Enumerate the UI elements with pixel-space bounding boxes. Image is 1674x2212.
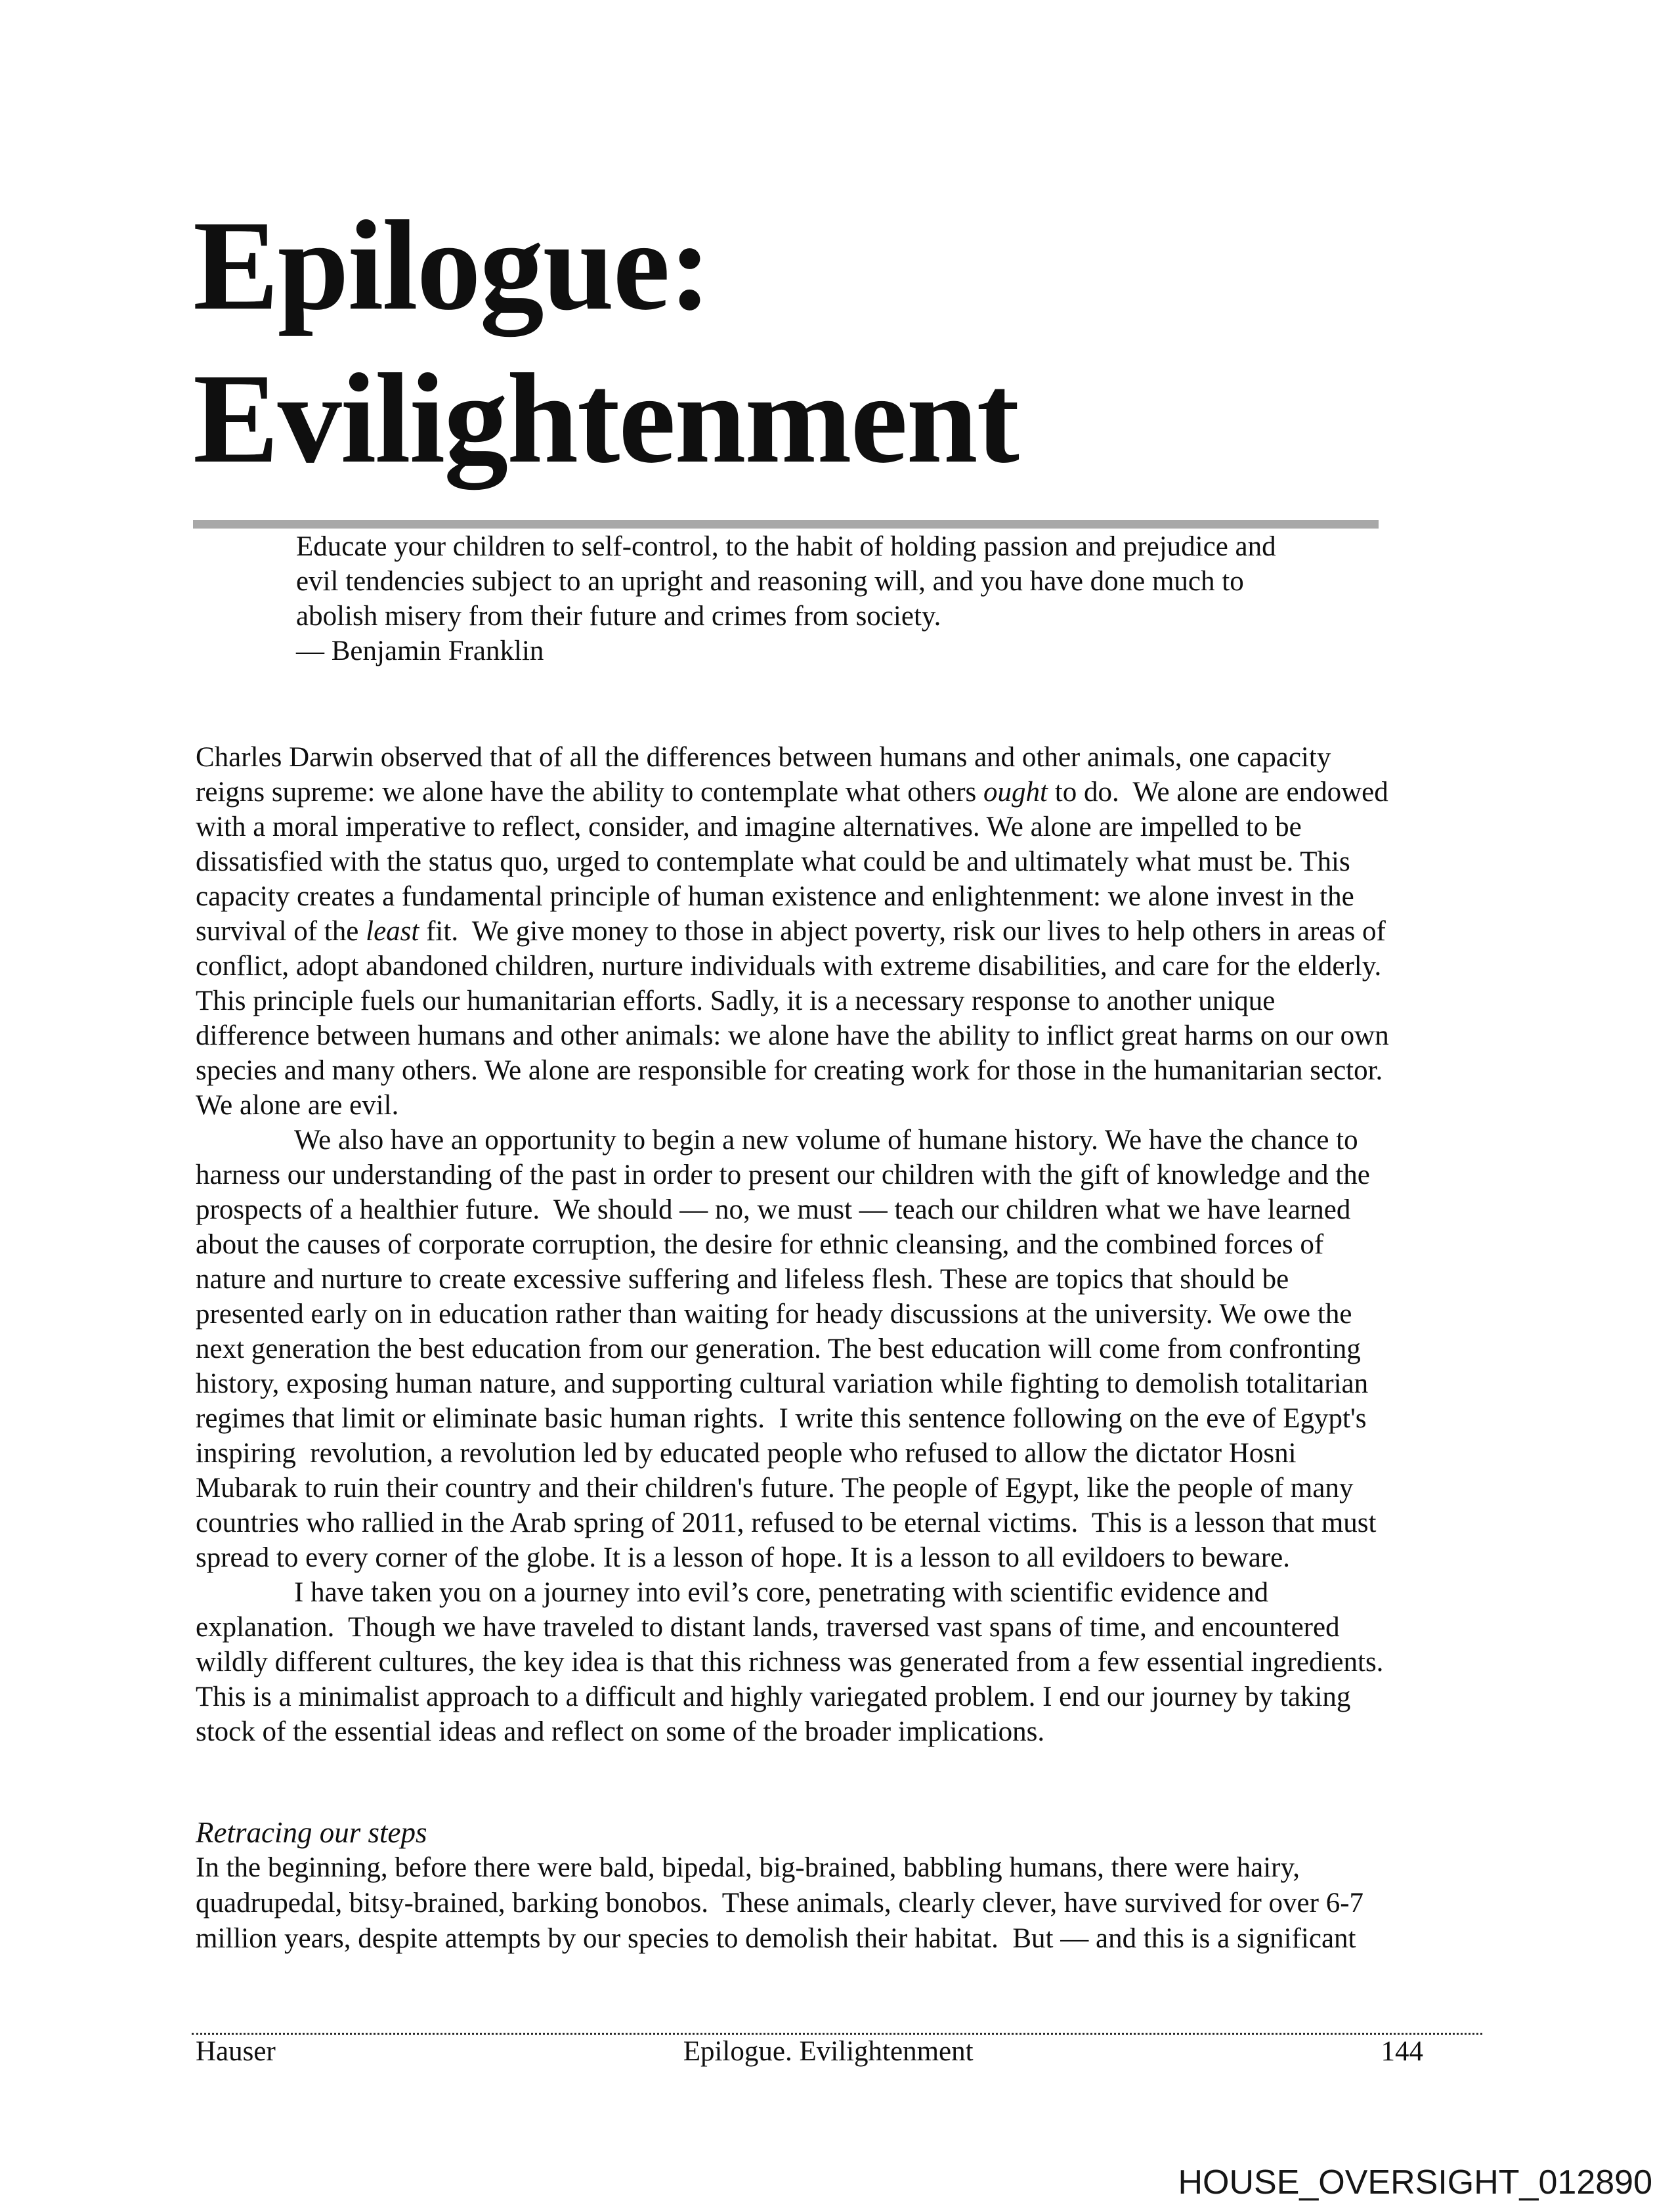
paragraph-2 bbox=[196, 1123, 1389, 1575]
paragraph-line: presented early on in education rather than waiting for heady discussions at the university. We owe the bbox=[196, 1299, 1352, 1330]
paragraph-1 bbox=[196, 740, 1389, 1123]
paragraph-line: In the beginning, before there were bald, bipedal, big-brained, babbling humans, there were hairy, bbox=[196, 1852, 1300, 1883]
paragraph-line: inspiring revolution, a revolution led by educated people who refused to allow the dictator Hosni bbox=[196, 1438, 1297, 1469]
paragraph-line: reigns supreme: we alone have the ability to contemplate what others ought to do. We alone are endowed bbox=[196, 777, 1388, 808]
paragraph-3 bbox=[196, 1575, 1389, 1749]
paragraph-line: survival of the least fit. We give money to those in abject poverty, risk our lives to help others in areas of bbox=[196, 916, 1386, 947]
paragraph-line: million years, despite attempts by our species to demolish their habitat. But — and this is a significant bbox=[196, 1923, 1356, 1954]
epigraph-line: Educate your children to self-control, to the habit of holding passion and prejudice and bbox=[296, 531, 1276, 562]
paragraph-line: next generation the best education from our generation. The best education will come from confronting bbox=[196, 1334, 1361, 1364]
chapter-title-line: Evilightenment bbox=[193, 347, 1018, 490]
footer-page-number: 144 bbox=[1381, 2036, 1423, 2067]
chapter-title bbox=[193, 189, 1018, 495]
paragraph-line: spread to every corner of the globe. It is a lesson of hope. It is a lesson to all evildoers to beware. bbox=[196, 1542, 1290, 1573]
subsection bbox=[196, 1815, 1363, 1957]
paragraph-line: This principle fuels our humanitarian efforts. Sadly, it is a necessary response to another unique bbox=[196, 986, 1276, 1016]
body-text bbox=[196, 740, 1389, 1749]
paragraph-line: countries who rallied in the Arab spring of 2011, refused to be eternal victims. This is a lesson that must bbox=[196, 1507, 1377, 1538]
paragraph-line: wildly different cultures, the key idea is that this richness was generated from a few essential ingredients. bbox=[196, 1647, 1384, 1678]
epigraph-line: evil tendencies subject to an upright and reasoning will, and you have done much to bbox=[296, 566, 1244, 597]
paragraph-line: stock of the essential ideas and reflect on some of the broader implications. bbox=[196, 1716, 1045, 1747]
page-footer bbox=[196, 2034, 1423, 2069]
paragraph-line: This is a minimalist approach to a difficult and highly variegated problem. I end our journey by taking bbox=[196, 1681, 1351, 1712]
paragraph-line: Charles Darwin observed that of all the differences between humans and other animals, one capacity bbox=[196, 742, 1331, 773]
subsection-heading: Retracing our steps bbox=[196, 1816, 427, 1849]
paragraph-line: We also have an opportunity to begin a new volume of humane history. We have the chance to bbox=[294, 1125, 1358, 1156]
footer-chapter-title: Epilogue. Evilightenment bbox=[683, 2036, 974, 2067]
paragraph-line: history, exposing human nature, and supporting cultural variation while fighting to demolish totalitarian bbox=[196, 1368, 1369, 1399]
paragraph-line: difference between humans and other animals: we alone have the ability to inflict great harms on our own bbox=[196, 1020, 1389, 1051]
emphasis-text: least bbox=[366, 916, 419, 947]
epigraph-quote bbox=[296, 529, 1276, 668]
paragraph-line: I have taken you on a journey into evil’s core, penetrating with scientific evidence and bbox=[294, 1577, 1269, 1608]
paragraph-line: Mubarak to ruin their country and their children's future. The people of Egypt, like the people of many bbox=[196, 1473, 1354, 1504]
paragraph-line: harness our understanding of the past in order to present our children with the gift of knowledge and the bbox=[196, 1160, 1370, 1190]
paragraph-line: quadrupedal, bitsy-brained, barking bonobos. These animals, clearly clever, have survived for over 6-7 bbox=[196, 1888, 1364, 1919]
epigraph-line: — Benjamin Franklin bbox=[296, 636, 544, 666]
paragraph-line: about the causes of corporate corruption, the desire for ethnic cleansing, and the combined forces of bbox=[196, 1229, 1324, 1260]
paragraph-line: We alone are evil. bbox=[196, 1090, 399, 1121]
title-divider-rule bbox=[193, 520, 1379, 529]
paragraph-line: capacity creates a fundamental principle of human existence and enlightenment: we alone invest in the bbox=[196, 881, 1354, 912]
paragraph-line: nature and nurture to create excessive suffering and lifeless flesh. These are topics that should be bbox=[196, 1264, 1289, 1295]
paragraph-line: regimes that limit or eliminate basic human rights. I write this sentence following on the eve of Egypt's bbox=[196, 1403, 1367, 1434]
epigraph-line: abolish misery from their future and crimes from society. bbox=[296, 601, 941, 632]
bates-stamp: HOUSE_OVERSIGHT_012890 bbox=[1178, 2163, 1652, 2201]
chapter-title-line: Epilogue: bbox=[193, 194, 710, 337]
paragraph-line: dissatisfied with the status quo, urged to contemplate what could be and ultimately what must be. This bbox=[196, 846, 1350, 877]
paragraph-line: explanation. Though we have traveled to distant lands, traversed vast spans of time, and encountered bbox=[196, 1612, 1340, 1643]
paragraph-line: with a moral imperative to reflect, consider, and imagine alternatives. We alone are impelled to be bbox=[196, 812, 1302, 842]
paragraph-line: conflict, adopt abandoned children, nurture individuals with extreme disabilities, and care for the elderly. bbox=[196, 951, 1382, 982]
emphasis-text: ought bbox=[983, 777, 1048, 808]
paragraph-line: prospects of a healthier future. We should — no, we must — teach our children what we have learned bbox=[196, 1194, 1351, 1225]
footer-author: Hauser bbox=[196, 2036, 276, 2067]
paragraph-line: species and many others. We alone are responsible for creating work for those in the humanitarian sector. bbox=[196, 1055, 1383, 1086]
paragraph-4 bbox=[196, 1850, 1363, 1957]
